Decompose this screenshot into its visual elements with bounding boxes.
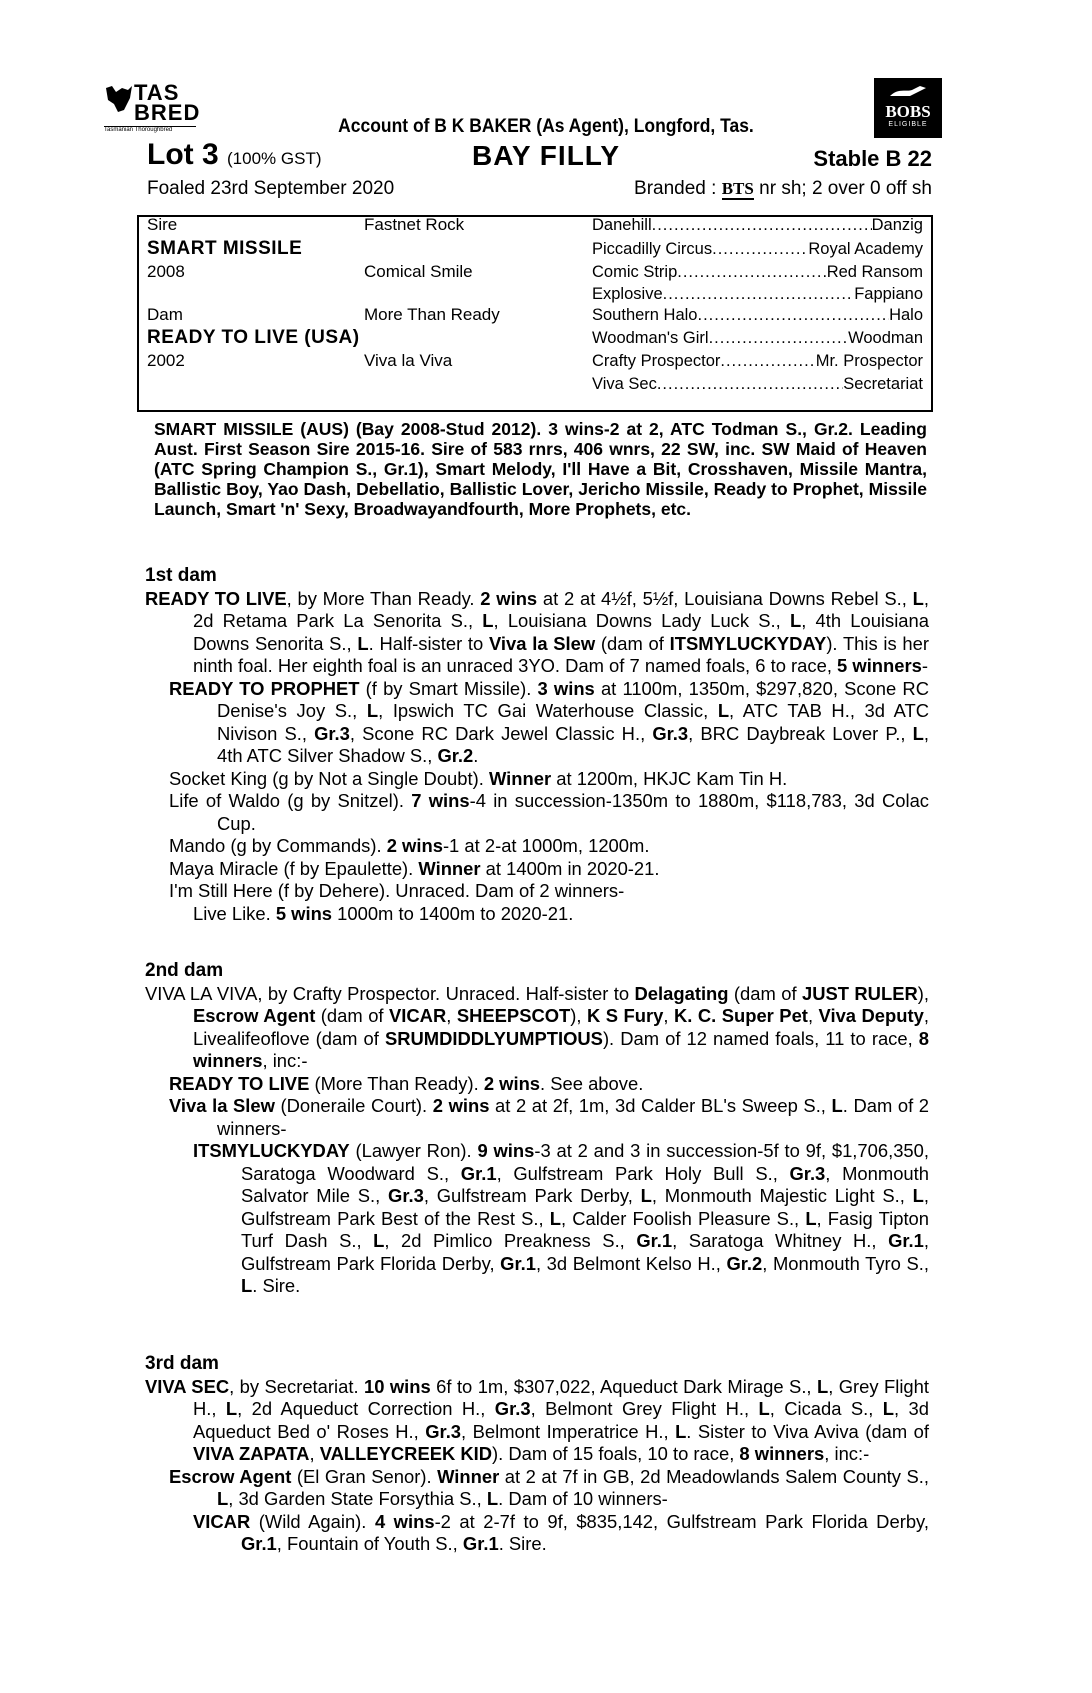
bold-text: Viva la Slew (489, 632, 596, 654)
first-dam-paragraph: READY TO LIVE, by More Than Ready. 2 wins at 2 at 4½f, 5½f, Louisiana Downs Rebel S., L, 2d Retama Park La Senorita S., L, Louisiana Downs Lady Luck S., L, 4th Louisiana Downs Senorita S., L. Half-sister to Viva la Slew (dam of ITSMYLUCKYDAY). This is her ninth foal. Her eighth foal is an unraced 3YO. Dam of 7 named foals, 6 to race, 5 winners- (145, 587, 929, 676)
bold-text: Gr.1 (462, 1533, 499, 1554)
foal-entry: Viva la Slew (Doneraile Court). 2 wins at 2 at 2f, 1m, 3d Calder BL's Sweep S., L. Dam of 2 winners- (169, 1095, 930, 1139)
ancestor-name: Woodman's Girl (592, 329, 709, 347)
bold-text: K. C. Super Pet (673, 1005, 808, 1026)
sire-dam: Comical Smile (364, 262, 473, 281)
pedigree-row-7 (592, 351, 923, 371)
bold-text: Gr.3 (314, 722, 350, 744)
bold-text: 4 wins (374, 1510, 435, 1532)
bold-text: Winner (488, 767, 552, 789)
bold-text: VIVA ZAPATA (193, 1443, 310, 1464)
lot-label: Lot 3 (147, 138, 219, 171)
bold-text: L (831, 1095, 843, 1116)
foal-entry: I'm Still Here (f by Dehere). Unraced. Dam of 2 winners- (169, 880, 625, 901)
bold-text: L (486, 1488, 499, 1509)
tasmania-map-icon (104, 84, 134, 114)
lot-gst: (100% GST) (227, 149, 322, 168)
branded-suffix: nr sh; 2 over 0 off sh (759, 178, 932, 199)
bold-text: 2 wins (483, 1072, 541, 1094)
grand-foal-entry: Live Like. 5 wins 1000m to 1400m to 2020-21. (193, 902, 574, 924)
bold-text: Winner (437, 1465, 500, 1487)
ancestor-name: Explosive (592, 285, 663, 303)
dam-label: Dam (147, 305, 183, 324)
bold-text: 10 wins (363, 1375, 431, 1397)
bold-text: 5 wins (275, 902, 333, 924)
bold-text: READY TO LIVE (145, 587, 287, 609)
bold-text: L (912, 722, 924, 744)
bold-text: L (675, 1420, 687, 1442)
bold-text: L (549, 1207, 561, 1229)
foal-entry: READY TO LIVE (More Than Ready). 2 wins. See above. (169, 1072, 644, 1094)
bold-text: VICAR (389, 1005, 447, 1026)
bold-text: 8 winners (739, 1443, 825, 1464)
bold-text: VIVA SEC (145, 1375, 230, 1397)
bold-text: Gr.1 (500, 1252, 536, 1274)
bold-text: Gr.3 (388, 1185, 424, 1206)
foal-entry: READY TO PROPHET (f by Smart Missile). 3 wins at 1100m, 1350m, $297,820, Scone RC Denise's Joy S., L, Ipswich TC Gai Waterhouse Classic, L, ATC TAB H., 3d ATC Nivison S., Gr.3, Scone RC Dark Jewel Classic H., Gr.3, BRC Daybreak Lover P., L, 4th ATC Silver Shadow S., Gr.2. (169, 677, 929, 766)
ancestor-sire: Halo (889, 306, 923, 324)
third-dam-heading: 3rd dam (145, 1353, 219, 1374)
foal-entry: Mando (g by Commands). 2 wins-1 at 2-at 1000m, 1200m. (169, 835, 650, 856)
bold-text: Viva Deputy (818, 1005, 924, 1026)
pedigree-row-8 (592, 374, 923, 394)
bold-text: Viva la Slew (169, 1095, 275, 1116)
bold-text: ITSMYLUCKYDAY (669, 632, 827, 654)
bold-text: VALLEYCREEK KID (319, 1443, 493, 1464)
pedigree-table (137, 215, 933, 412)
ancestor-name: Crafty Prospector (592, 352, 721, 370)
bold-text: L (225, 1398, 238, 1419)
page-title: BAY FILLY (471, 140, 620, 171)
ancestor-sire: Red Ransom (826, 263, 923, 281)
bold-text: VICAR (193, 1510, 251, 1532)
second-dam-paragraph: VIVA LA VIVA, by Crafty Prospector. Unraced. Half-sister to Delagating (dam of JUST RULER), Escrow Agent (dam of VICAR, SHEEPSCOT), K S Fury, K. C. Super Pet, Viva Deputy, Livealifeoflove (dam of SRUMDIDDLYUMPTIOUS). Dam of 12 named foals, 11 to race, 8 winners, inc:- (145, 982, 929, 1071)
ancestor-name: Viva Sec (592, 375, 657, 393)
bold-text: L (373, 1230, 385, 1251)
bold-text: 7 wins (411, 790, 470, 811)
bold-text: 3 wins (537, 677, 595, 699)
bold-text: 8 winners (193, 1027, 929, 1071)
ancestor-sire: Fappiano (854, 285, 923, 303)
stable-number: Stable B 22 (813, 146, 932, 171)
pedigree-row-4 (592, 284, 923, 304)
ancestor-name: Danehill (592, 216, 652, 234)
dam-dam: Viva la Viva (364, 351, 453, 370)
bold-text: Escrow Agent (169, 1465, 292, 1487)
branded-prefix: Branded : (634, 178, 717, 199)
ancestor-sire: Danzig (871, 216, 923, 234)
horse-icon (888, 84, 928, 100)
bold-text: Gr.2 (437, 745, 474, 766)
bold-text: Gr.1 (241, 1533, 277, 1554)
grand-foal-entry: VICAR (Wild Again). 4 wins-2 at 2-7f to 9f, $835,142, Gulfstream Park Florida Derby, Gr.1, Fountain of Youth S., Gr.1. Sire. (193, 1510, 929, 1554)
bold-text: 2 wins (480, 587, 538, 609)
bold-text: READY TO LIVE (169, 1072, 310, 1094)
vendor-account: Account of B K BAKER (As Agent), Longford, Tas. (338, 116, 754, 137)
pedigree-row-3 (592, 262, 923, 282)
bold-text: READY TO PROPHET (169, 677, 360, 699)
bold-text: L (789, 610, 802, 631)
tas-logo-text-2: BRED (134, 100, 201, 125)
bold-text: Escrow Agent (193, 1005, 316, 1026)
pedigree-row-1 (592, 215, 923, 235)
foal-entry: Socket King (g by Not a Single Doubt). Winner at 1200m, HKJC Kam Tin H. (169, 767, 788, 789)
second-dam-heading: 2nd dam (145, 960, 224, 981)
bold-text: Gr.3 (789, 1162, 826, 1184)
foal-entry: Maya Miracle (f by Epaulette). Winner at 1400m in 2020-21. (169, 857, 660, 879)
bold-text: Gr.1 (460, 1162, 497, 1184)
second-dam-section (145, 960, 929, 1298)
bobs-logo-text: BOBS (885, 102, 931, 121)
bold-text: L (482, 610, 494, 631)
bold-text: L (366, 700, 379, 721)
ancestor-sire: Royal Academy (808, 240, 923, 258)
dam-year: 2002 (147, 351, 185, 370)
pedigree-row-6 (592, 328, 923, 348)
foal-entry: Escrow Agent (El Gran Senor). Winner at 2 at 7f in GB, 2d Meadowlands Salem County S., L, 3d Garden State Forsythia S., L. Dam of 10 winners- (169, 1465, 929, 1509)
bold-text: 2 wins (386, 835, 443, 856)
bold-text: Delagating (634, 982, 729, 1004)
sire-name: SMART MISSILE (147, 238, 303, 259)
bold-text: ITSMYLUCKYDAY (193, 1140, 350, 1161)
bold-text: JUST RULER (801, 982, 918, 1004)
bold-text: L (640, 1185, 652, 1206)
sire-label: Sire (147, 215, 178, 234)
bold-text: 5 winners (837, 655, 922, 676)
pedigree-row-5 (592, 305, 923, 325)
sire-summary: SMART MISSILE (AUS) (Bay 2008-Stud 2012). 3 wins-2 at 2, ATC Todman S., Gr.2. Leading Aust. First Season Sire 2015-16. Sire of 583 rnrs, 406 wnrs, 22 SW, inc. SW Maid of Heaven (ATC Spring Champion S., Gr.1), Smart Melody, I'll Have a Bit, Crosshaven, Missile Mantra, Ballistic Boy, Yao Dash, Debellatio, Ballistic Lover, Jericho Missile, Ready to Prophet, Missile Launch, Smart 'n' Sexy, Broadwayandfourth, More Prophets, etc. (154, 419, 927, 519)
bold-text: 2 wins (432, 1095, 490, 1116)
bold-text: L (816, 1375, 829, 1397)
bold-text: Gr.1 (636, 1230, 673, 1251)
sire-year: 2008 (147, 262, 185, 281)
bold-text: SRUMDIDDLYUMPTIOUS (384, 1027, 603, 1049)
bold-text: Winner (418, 857, 481, 879)
third-dam-section (145, 1353, 929, 1556)
bold-text: 9 wins (477, 1140, 535, 1161)
bobs-logo-subtext: ELIGIBLE (888, 121, 928, 128)
bold-text: Gr.3 (494, 1398, 531, 1419)
dam-sire: More Than Ready (364, 305, 500, 324)
bold-text: SHEEPSCOT (456, 1005, 571, 1026)
bold-text: K S Fury (587, 1005, 664, 1026)
ancestor-sire: Secretariat (843, 375, 923, 393)
pedigree-row-2 (592, 239, 923, 259)
first-dam-section (145, 565, 929, 925)
bold-text: L (912, 1185, 924, 1206)
grand-foal-entry: ITSMYLUCKYDAY (Lawyer Ron). 9 wins-3 at 2 and 3 in succession-5f to 9f, $1,706,350, Saratoga Woodward S., Gr.1, Gulfstream Park Holy Bull S., Gr.3, Monmouth Salvator Mile S., Gr.3, Gulfstream Park Derby, L, Monmouth Majestic Light S., L, Gulfstream Park Best of the Rest S., L, Calder Foolish Pleasure S., L, Fasig Tipton Turf Dash S., L, 2d Pimlico Preakness S., Gr.1, Saratoga Whitney H., Gr.1, Gulfstream Park Florida Derby, Gr.1, 3d Belmont Kelso H., Gr.2, Monmouth Tyro S., L. Sire. (193, 1140, 930, 1296)
bold-text: L (217, 1488, 229, 1509)
ancestor-name: Southern Halo (592, 306, 698, 324)
brand-mark: BTS (721, 179, 754, 198)
bold-text: Gr.3 (652, 722, 689, 744)
ancestor-sire: Woodman (848, 329, 923, 347)
ancestor-name: Comic Strip (592, 263, 678, 281)
ancestor-name: Piccadilly Circus (592, 240, 713, 258)
bold-text: L (717, 700, 730, 721)
bold-text: Gr.2 (726, 1252, 763, 1274)
third-dam-paragraph: VIVA SEC, by Secretariat. 10 wins 6f to 1m, $307,022, Aqueduct Dark Mirage S., L, Grey Flight H., L, 2d Aqueduct Correction H., Gr.3, Belmont Grey Flight H., L, Cicada S., L, 3d Aqueduct Bed o' Roses H., Gr.3, Belmont Imperatrice H., L. Sister to Viva Aviva (dam of VIVA ZAPATA, VALLEYCREEK KID). Dam of 15 foals, 10 to race, 8 winners, inc:- (145, 1375, 929, 1464)
bold-text: Gr.3 (425, 1420, 462, 1442)
tas-logo-tagline: Tasmanian Thoroughbred (104, 126, 196, 133)
bold-text: L (805, 1207, 817, 1229)
tas-logo-text-1: TAS (134, 80, 180, 105)
foaled-date: Foaled 23rd September 2020 (147, 178, 395, 199)
bold-text: Gr.1 (888, 1230, 924, 1251)
bold-text: L (912, 587, 924, 609)
dam-name: READY TO LIVE (USA) (147, 327, 360, 348)
first-dam-heading: 1st dam (145, 565, 217, 586)
bold-text: L (758, 1398, 770, 1419)
bold-text: L (241, 1275, 253, 1296)
foal-entry: Life of Waldo (g by Snitzel). 7 wins-4 in succession-1350m to 1880m, $118,783, 3d Colac Cup. (169, 790, 929, 834)
bold-text: L (882, 1398, 895, 1419)
sire-sire: Fastnet Rock (364, 215, 465, 234)
brand-info (634, 178, 932, 200)
bold-text: L (357, 632, 369, 654)
ancestor-sire: Mr. Prospector (815, 352, 923, 370)
